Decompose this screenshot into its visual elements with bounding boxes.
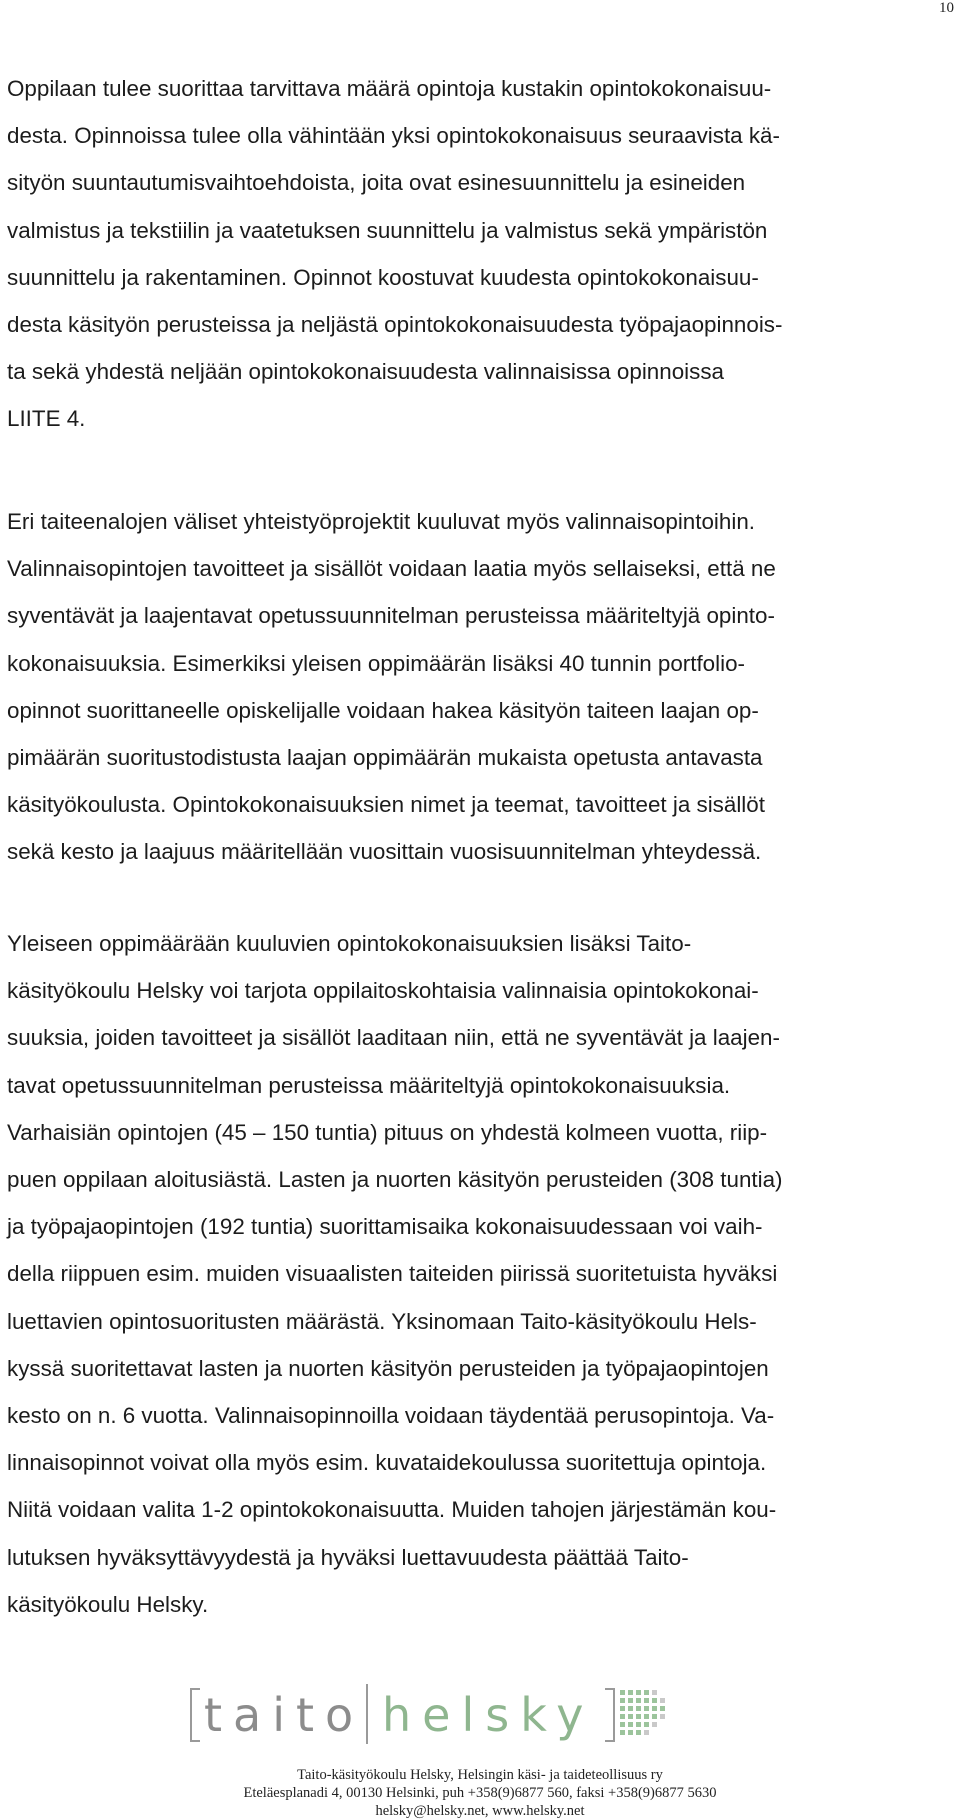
text-line: linnaisopinnot voivat olla myös esim. kuvataidekoulussa suoritettuja opintoja. [7, 1450, 767, 1476]
text-line: tavat opetussuunnitelman perusteissa määriteltyjä opintokokonaisuuksia. [7, 1072, 731, 1098]
text-line: käsityökoulu Helsky. [7, 1591, 209, 1617]
text-line: lutuksen hyväksyttävyydestä ja hyväksi luettavuudesta päättää Taito- [7, 1544, 689, 1570]
text-line: ja työpajaopintojen (192 tuntia) suorittamisaika kokonaisuudessaan voi vaih- [7, 1214, 763, 1240]
text-line: Oppilaan tulee suorittaa tarvittava määrä opintoja kustakin opintokokonaisuu- [7, 76, 772, 101]
text-line: Eri taiteenalojen väliset yhteistyöprojektit kuuluvat myös valinnaisopintoihin. [7, 509, 755, 534]
text-line: käsityökoulu Helsky voi tarjota oppilaitoskohtaisia valinnaisia opintokokonai- [7, 978, 759, 1004]
logo-right-bracket [605, 1688, 615, 1742]
footer-web: helsky@helsky.net, www.helsky.net [375, 1803, 585, 1819]
logo-helsky-text: helsky [382, 1688, 595, 1742]
logo-divider [366, 1684, 368, 1744]
paragraph-2 [7, 498, 957, 876]
paragraph-1 [7, 65, 957, 443]
page-number: 10 [939, 0, 954, 16]
text-line: Niitä voidaan valita 1-2 opintokokonaisuutta. Muiden tahojen järjestämän kou- [7, 1497, 777, 1523]
text-line: suunnittelu ja rakentaminen. Opinnot koostuvat kuudesta opintokokonaisuu- [7, 264, 759, 290]
footer-address [0, 1766, 960, 1820]
text-line: sekä kesto ja laajuus määritellään vuosittain vuosisuunnitelman yhteydessä. [7, 839, 762, 865]
text-line: Yleiseen oppimäärään kuuluvien opintokokonaisuuksien lisäksi Taito- [7, 931, 692, 956]
text-line: sityön suuntautumisvaihtoehdoista, joita ovat esinesuunnittelu ja esineiden [7, 170, 746, 196]
text-line: della riippuen esim. muiden visuaalisten taiteiden piirissä suoritetuista hyväksi [7, 1261, 778, 1287]
paragraph-3 [7, 920, 957, 1628]
footer-organization: Taito-käsityökoulu Helsky, Helsingin käsi- ja taideteollisuus ry [297, 1767, 663, 1783]
text-line: Varhaisiän opintojen (45 – 150 tuntia) pituus on yhdestä kolmeen vuotta, riip- [7, 1119, 768, 1145]
footer-contact: Eteläesplanadi 4, 00130 Helsinki, puh +358(9)6877 560, faksi +358(9)6877 5630 [243, 1785, 717, 1801]
text-line: valmistus ja tekstiilin ja vaatetuksen suunnittelu ja valmistus sekä ympäristön [7, 217, 768, 243]
text-line: desta käsityön perusteissa ja neljästä opintokokonaisuudesta työpajaopinnois- [7, 312, 783, 338]
text-line: pimäärän suoritustodistusta laajan oppimäärän mukaista opetusta antavasta [7, 745, 763, 771]
text-line: syventävät ja laajentavat opetussuunnitelman perusteissa määriteltyjä opinto- [7, 603, 775, 629]
text-line: ta sekä yhdestä neljään opintokokonaisuudesta valinnaisissa opinnoissa [7, 359, 724, 385]
logo-left-bracket [190, 1688, 200, 1742]
text-line: käsityökoulusta. Opintokokonaisuuksien nimet ja teemat, tavoitteet ja sisällöt [7, 792, 765, 818]
text-line: kyssä suoritettavat lasten ja nuorten käsityön perusteiden ja työpajaopintojen [7, 1355, 769, 1381]
dotted-grid-logo-icon [618, 1688, 674, 1742]
text-line: desta. Opinnoissa tulee olla vähintään yksi opintokokonaisuus seuraavista kä- [7, 123, 780, 149]
text-line: LIITE 4. [7, 406, 86, 432]
taito-helsky-logo [190, 1684, 750, 1746]
text-line: opinnot suorittaneelle opiskelijalle voidaan hakea käsityön taiteen laajan op- [7, 697, 759, 723]
text-line: puen oppilaan aloitusiästä. Lasten ja nuorten käsityön perusteiden (308 tuntia) [7, 1167, 783, 1193]
text-line: luettavien opintosuoritusten määrästä. Yksinomaan Taito-käsityökoulu Hels- [7, 1308, 757, 1334]
text-line: Valinnaisopintojen tavoitteet ja sisällöt voidaan laatia myös sellaiseksi, että ne [7, 556, 776, 582]
logo-taito-text: taito [204, 1688, 365, 1742]
text-line: kesto on n. 6 vuotta. Valinnaisopinnoilla voidaan täydentää perusopintoja. Va- [7, 1403, 775, 1429]
text-line: kokonaisuuksia. Esimerkiksi yleisen oppimäärän lisäksi 40 tunnin portfolio- [7, 650, 745, 676]
text-line: suuksia, joiden tavoitteet ja sisällöt laaditaan niin, että ne syventävät ja laajen- [7, 1025, 780, 1051]
